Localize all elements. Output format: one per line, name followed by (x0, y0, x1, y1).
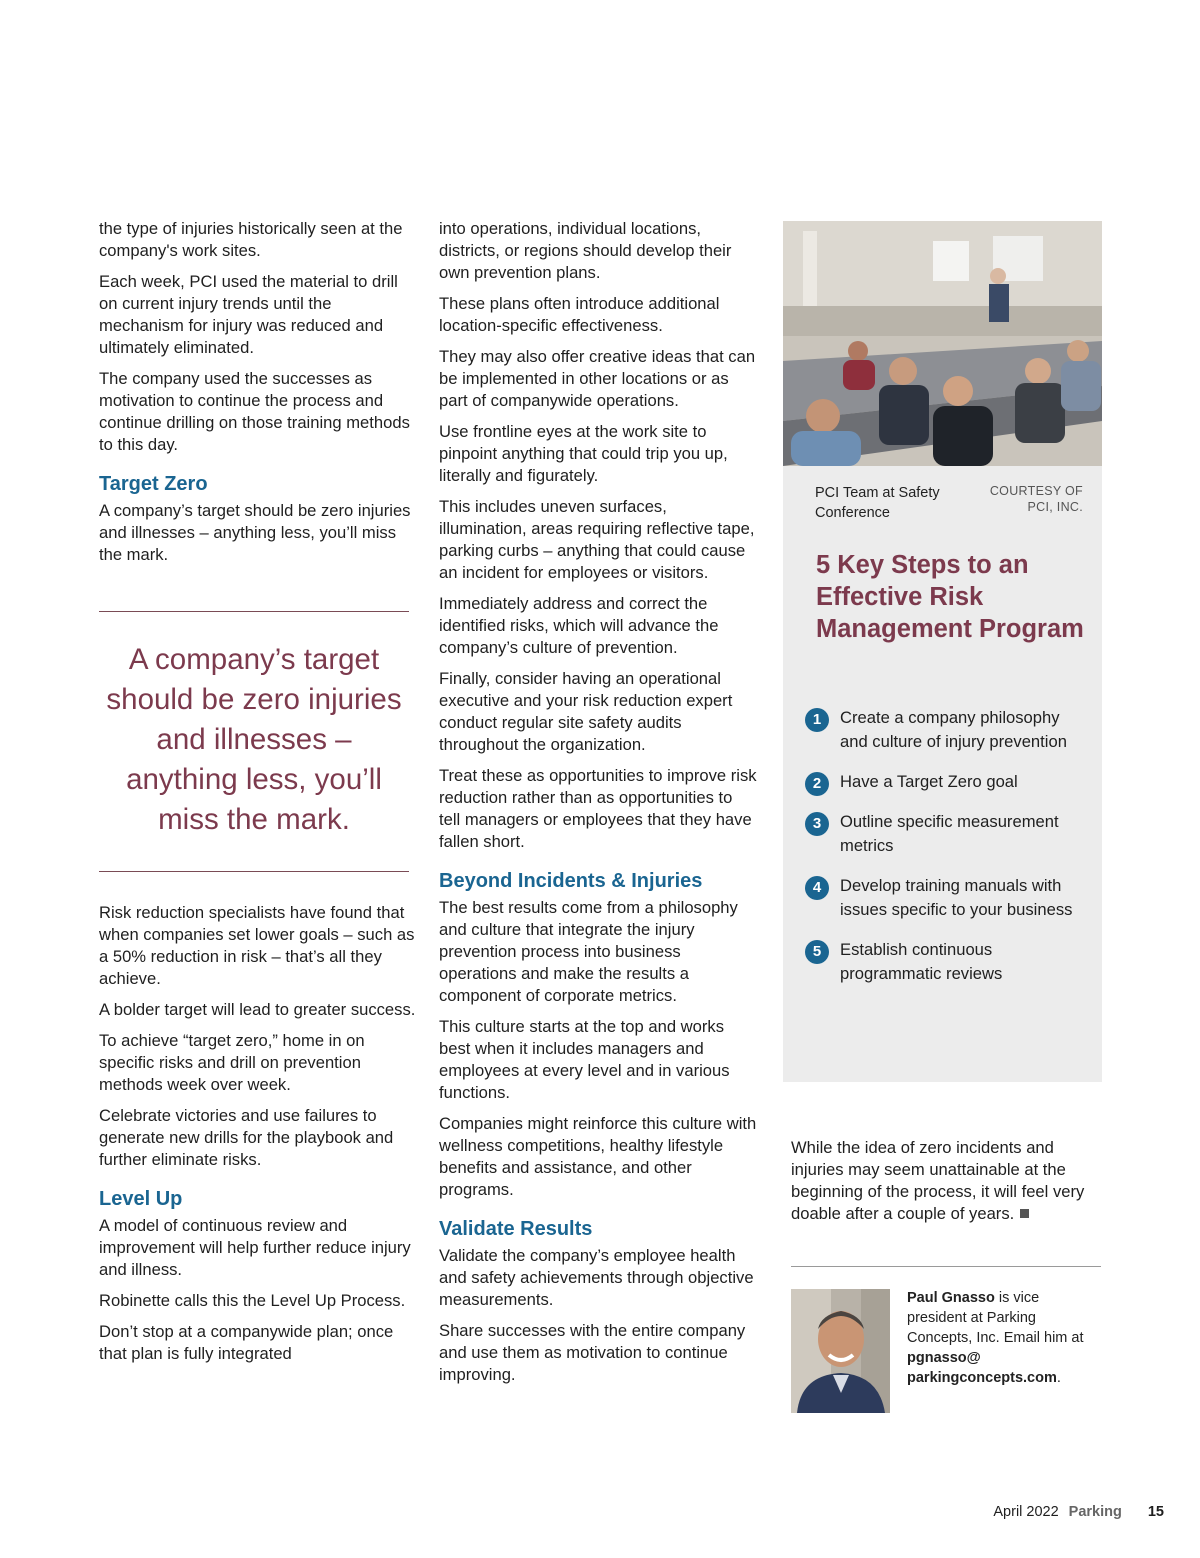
step-text: Create a company philosophy and culture of injury prevention (840, 708, 1067, 751)
subheading-beyond-incidents: Beyond Incidents & Injuries (439, 870, 703, 892)
sidebar-box (783, 221, 1102, 1082)
sidebar-title: 5 Key Steps to an Effective Risk Management Program (816, 551, 1084, 643)
pullquote-bottom-rule (99, 871, 409, 872)
steps-list (805, 706, 1090, 1002)
article-column-1 (99, 218, 417, 575)
paragraph: These plans often introduce additional location-specific effectiveness. (439, 294, 720, 335)
paragraph: This includes uneven surfaces, illumination, areas requiring reflective tape, parking curbs – anything that could cause an incident for employees or visitors. (439, 497, 755, 582)
paragraph: The company used the successes as motivation to continue the process and continue drilling on those training methods to this day. (99, 369, 410, 454)
paragraph: Robinette calls this the Level Up Process. (99, 1291, 406, 1310)
closing-paragraph (791, 1137, 1096, 1225)
author-photo (791, 1289, 890, 1413)
step-text: Have a Target Zero goal (840, 772, 1018, 791)
paragraph: Companies might reinforce this culture with wellness competitions, healthy lifestyle benefits and assistance, and other programs. (439, 1114, 757, 1199)
paragraph: Risk reduction specialists have found that when companies set lower goals – such as a 50% reduction in risk – that’s all they achieve. (99, 903, 415, 988)
author-name: Paul Gnasso (907, 1290, 995, 1306)
subheading-level-up: Level Up (99, 1188, 183, 1210)
paragraph: into operations, individual locations, districts, or regions should develop their own prevention plans. (439, 219, 732, 282)
photo-credit: COURTESY OF PCI, INC. (989, 484, 1083, 514)
photo-caption: PCI Team at Safety Conference (815, 485, 940, 521)
paragraph: Finally, consider having an operational executive and your risk reduction expert conduct regular site safety audits throughout the organization. (439, 669, 733, 754)
step-text: Outline specific measurement metrics (840, 812, 1059, 855)
paragraph: The best results come from a philosophy and culture that integrate the injury prevention process into business operations and make the results a component of corporate metrics. (439, 898, 738, 1005)
author-portrait-image (791, 1289, 890, 1413)
step-number-badge: 1 (805, 708, 829, 732)
list-item (805, 706, 1090, 754)
pull-quote: A company’s target should be zero injuries and illnesses – anything less, you’ll miss the mark. (106, 643, 402, 836)
step-number-badge: 4 (805, 876, 829, 900)
step-text: Develop training manuals with issues specific to your business (840, 876, 1073, 919)
step-text: Establish continuous programmatic reviews (840, 940, 1003, 983)
page-number: 15 (1147, 1504, 1164, 1520)
conference-photo (783, 221, 1102, 466)
step-number-badge: 3 (805, 812, 829, 836)
paragraph: Don’t stop at a companywide plan; once that plan is fully integrated (99, 1322, 394, 1363)
paragraph: Share successes with the entire company and use them as motivation to continue improving. (439, 1321, 746, 1384)
paragraph: A bolder target will lead to greater success. (99, 1000, 416, 1019)
paragraph: Immediately address and correct the identified risks, which will advance the company’s culture of prevention. (439, 594, 719, 657)
paragraph: They may also offer creative ideas that can be implemented in other locations or as part of companywide operations. (439, 347, 756, 410)
paragraph: Treat these as opportunities to improve risk reduction rather than as opportunities to tell managers or employees that they have fallen short. (439, 766, 757, 851)
list-item (805, 770, 1090, 794)
paragraph: To achieve “target zero,” home in on specific risks and drill on prevention methods week over week. (99, 1031, 365, 1094)
subheading-target-zero: Target Zero (99, 473, 208, 495)
paragraph: Validate the company’s employee health and safety achievements through objective measurements. (439, 1246, 754, 1309)
list-item (805, 938, 1090, 986)
article-column-2 (439, 218, 757, 1395)
pullquote-top-rule (99, 611, 409, 612)
author-divider (791, 1266, 1101, 1267)
conference-photo-image (783, 221, 1102, 466)
page-footer (993, 1502, 1164, 1522)
author-bio (907, 1288, 1097, 1388)
end-mark-icon (1020, 1209, 1029, 1218)
author-bio-text: is vice president at Parking Concepts, Inc. Email him at (907, 1290, 1084, 1346)
paragraph: Use frontline eyes at the work site to pinpoint anything that could trip you up, literally and figurately. (439, 422, 728, 485)
issue-date: April 2022 (993, 1504, 1059, 1520)
list-item (805, 810, 1090, 858)
paragraph: Celebrate victories and use failures to generate new drills for the playbook and further eliminate risks. (99, 1106, 394, 1169)
magazine-name: Parking (1068, 1504, 1122, 1520)
paragraph: A model of continuous review and improvement will help further reduce injury and illness. (99, 1216, 411, 1279)
step-number-badge: 2 (805, 772, 829, 796)
author-bio-end: . (1056, 1370, 1061, 1386)
paragraph: Each week, PCI used the material to drill on current injury trends until the mechanism for injury was reduced and ultimately eliminated. (99, 272, 398, 357)
closing-text: While the idea of zero incidents and injuries may seem unattainable at the beginning of the process, it will feel very doable after a couple of years. (791, 1138, 1085, 1223)
paragraph: the type of injuries historically seen at the company's work sites. (99, 219, 403, 260)
list-item (805, 874, 1090, 922)
paragraph: This culture starts at the top and works best when it includes managers and employees at every level and in various functions. (439, 1017, 730, 1102)
subheading-validate-results: Validate Results (439, 1218, 593, 1240)
step-number-badge: 5 (805, 940, 829, 964)
article-column-1-continued (99, 902, 417, 1374)
paragraph: A company’s target should be zero injuries and illnesses – anything less, you’ll miss the mark. (99, 501, 411, 564)
author-email-link[interactable]: pgnasso@ parkingconcepts.com (907, 1350, 1057, 1386)
